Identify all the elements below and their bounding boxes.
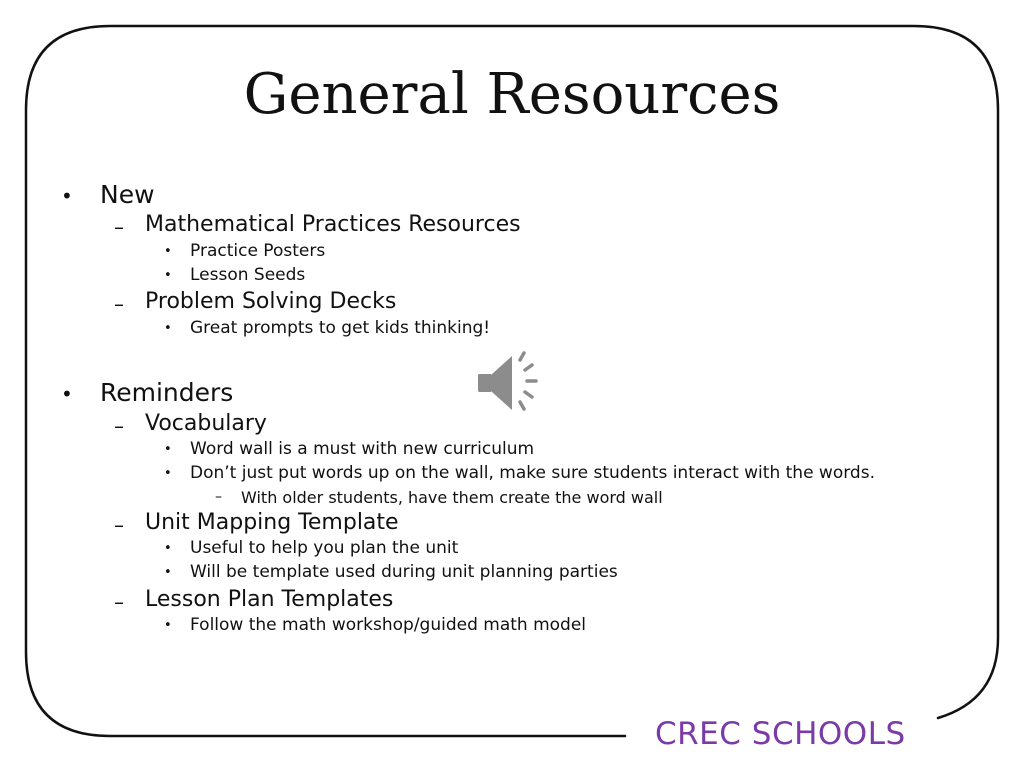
bullet-marker: • — [164, 442, 172, 457]
item-lesson-plan-templates: Lesson Plan Templates — [145, 587, 394, 612]
bullet-marker: • — [164, 268, 172, 283]
item-unit-mapping-template: Unit Mapping Template — [145, 510, 399, 535]
slide-title: General Resources — [243, 62, 781, 127]
section-new-heading: New — [100, 180, 155, 209]
subitem-useful-plan-unit: Useful to help you plan the unit — [190, 538, 459, 558]
speaker-icon[interactable] — [472, 348, 548, 418]
subitem-word-wall: Word wall is a must with new curriculum — [190, 439, 535, 459]
subitem-great-prompts: Great prompts to get kids thinking! — [190, 318, 491, 338]
bullet-marker: • — [164, 541, 172, 556]
subitem-dont-just-put-words: Don’t just put words up on the wall, make sure students interact with the words. — [190, 463, 875, 483]
dash-marker: – — [114, 414, 124, 438]
subitem-lesson-seeds: Lesson Seeds — [190, 265, 306, 285]
item-math-practices: Mathematical Practices Resources — [145, 212, 521, 237]
bullet-marker: • — [164, 618, 172, 633]
bullet-marker: • — [164, 321, 172, 336]
section-reminders-heading: Reminders — [100, 378, 234, 407]
dash-marker: – — [215, 489, 222, 505]
subitem-practice-posters: Practice Posters — [190, 241, 326, 261]
bullet-marker: • — [61, 382, 73, 406]
bullet-marker: • — [164, 565, 172, 580]
bullet-marker: • — [61, 184, 73, 208]
subsubitem-older-students: With older students, have them create the word wall — [241, 488, 663, 507]
bullet-marker: • — [164, 466, 172, 481]
subitem-unit-planning-parties: Will be template used during unit planning parties — [190, 562, 618, 582]
dash-marker: – — [114, 292, 124, 316]
bullet-marker: • — [164, 244, 172, 259]
footer-brand: CREC SCHOOLS — [655, 716, 906, 752]
subitem-math-workshop: Follow the math workshop/guided math model — [190, 615, 587, 635]
item-vocabulary: Vocabulary — [145, 411, 267, 436]
item-problem-solving-decks: Problem Solving Decks — [145, 289, 397, 314]
dash-marker: – — [114, 513, 124, 537]
dash-marker: – — [114, 590, 124, 614]
dash-marker: – — [114, 215, 124, 239]
